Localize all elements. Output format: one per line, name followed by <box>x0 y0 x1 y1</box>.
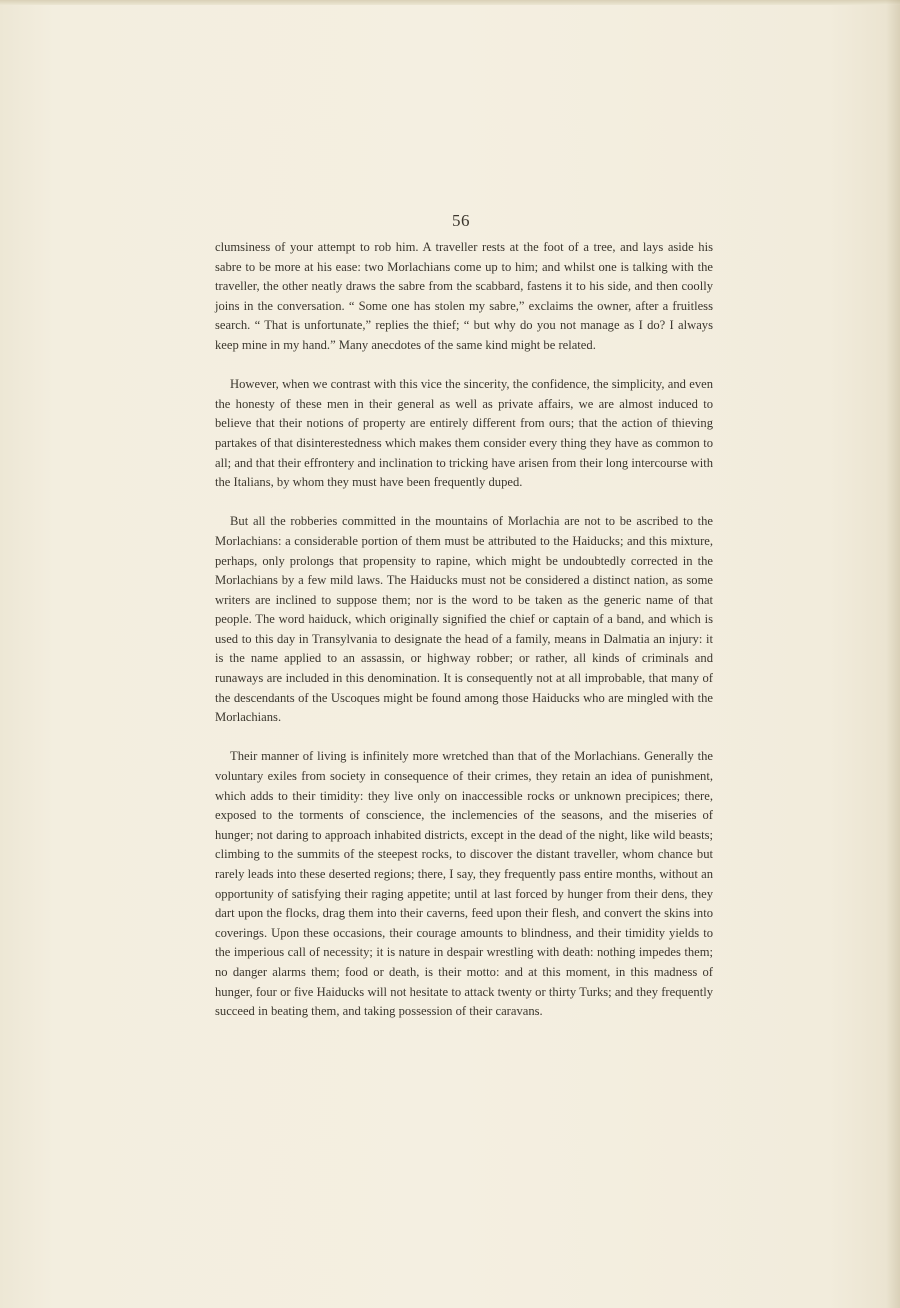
paragraph-haiducks-living: Their manner of living is infinitely more wretched than that of the Morlachians. Generally the voluntary exiles from society in consequence of their crimes, they retain an idea of punishment, which adds to their timidity: they live only on inaccessible rocks or unknown precipices; there, exposed to the torments of conscience, the inclemencies of the seasons, and the miseries of hunger; not daring to approach inhabited districts, except in the dead of the night, like wild beasts; climbing to the summits of the steepest rocks, to discover the distant traveller, whom chance but rarely leads into these deserted regions; there, I say, they frequently pass entire months, without an opportunity of satisfying their raging appetite; until at last forced by hunger from their dens, they dart upon the flocks, drag them into their caverns, feed upon their flesh, and convert the skins into coverings. Upon these occasions, their courage amounts to blindness, and their timidity yields to the imperious call of necessity; it is nature in despair wrestling with death: nothing impedes them; no danger alarms them; food or death, is their motto: and at this moment, in this madness of hunger, four or five Haiducks will not hesitate to attack twenty or thirty Turks; and they frequently succeed in beating them, and taking possession of their caravans. <box>215 749 713 1019</box>
paragraph-continuation: clumsiness of your attempt to rob him. A traveller rests at the foot of a tree, and lays aside his sabre to be more at his ease: two Morlachians come up to him; and whilst one is talking with the traveller, the other neatly draws the sabre from the scabbard, fastens it to his side, and then coolly joins in the conversation. “ Some one has stolen my sabre,” exclaims the owner, after a fruitless search. “ That is unfortunate,” replies the thief; “ but why do you not manage as I do? I always keep mine in my hand.” Many anecdotes of the same kind might be related. <box>215 240 713 352</box>
paragraph-honesty: However, when we contrast with this vice the sincerity, the confidence, the simplicity, and even the honesty of these men in their general as well as private affairs, we are almost induced to believe that their notions of property are entirely different from ours; that the action of thieving partakes of that disinterestedness which makes them consider every thing they have as common to all; and that their effrontery and inclination to tricking have arisen from their long intercourse with the Italians, by whom they must have been frequently duped. <box>215 377 713 490</box>
page-right-edge-shadow <box>886 0 900 1308</box>
body-text <box>215 238 713 1022</box>
paragraph-haiducks-origin: But all the robberies committed in the mountains of Morlachia are not to be ascribed to the Morlachians: a considerable portion of them must be attributed to the Haiducks; and this mixture, perhaps, only prolongs that propensity to rapine, which might be undoubtedly corrected in the Morlachians by a few mild laws. The Haiducks must not be considered a distinct nation, as some writers are inclined to suppose them; nor is the word to be taken as the generic name of that people. The word haiduck, which originally signified the chief or captain of a band, and which is used to this day in Transylvania to designate the head of a family, means in Dalmatia an injury: it is the name applied to an assassin, or highway robber; or rather, all kinds of criminals and runaways are included in this denomination. It is consequently not at all improbable, that many of the descendants of the Uscoques might be found among those Haiducks who are mingled with the Morlachians. <box>215 514 713 725</box>
page-top-edge <box>0 0 900 5</box>
page-number: 56 <box>452 211 470 230</box>
